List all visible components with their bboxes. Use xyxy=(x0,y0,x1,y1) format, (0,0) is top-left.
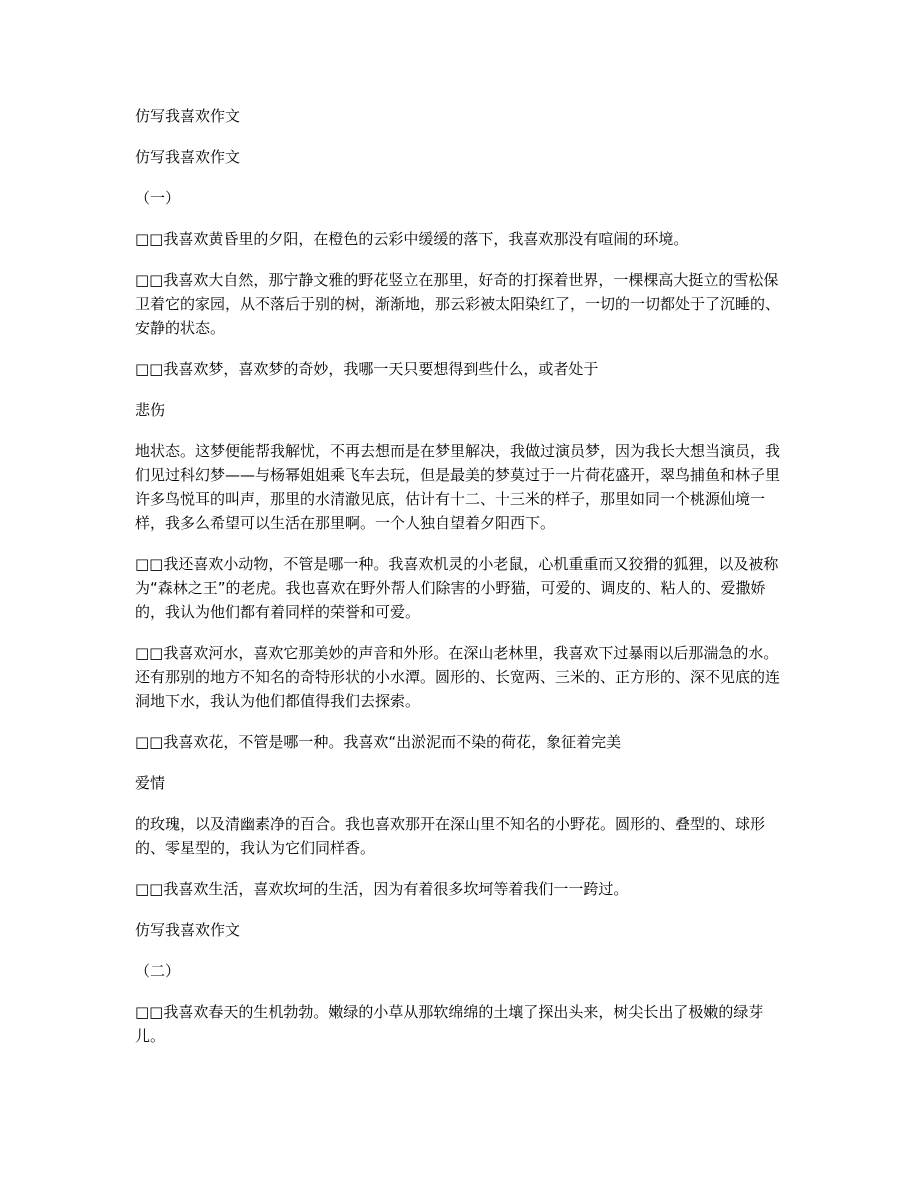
paragraph-dream-start: □□我喜欢梦，喜欢梦的奇妙，我哪一天只要想得到些什么，或者处于 xyxy=(135,360,599,378)
document-title: 仿写我喜欢作文 xyxy=(135,107,241,125)
paragraph-flowers-continued: 的玫瑰，以及清幽素净的百合。我也喜欢那开在深山里不知名的小野花。圆形的、叠型的、球形的、零星型的，我认为它们同样香。 xyxy=(135,815,766,857)
paragraph-life: □□我喜欢生活，喜欢坎坷的生活，因为有着很多坎坷等着我们一一跨过。 xyxy=(135,880,629,898)
section-number: （一） xyxy=(135,189,181,207)
paragraph-fragment-love: 爱情 xyxy=(135,774,166,792)
essay-title-repeat: 仿写我喜欢作文 xyxy=(135,921,241,939)
essay-title: 仿写我喜欢作文 xyxy=(135,148,241,166)
paragraph-spring: □□我喜欢春天的生机勃勃。嫩绿的小草从那软绵绵的土壤了探出头来，树尖长出了极嫩的绿芽儿。 xyxy=(135,1003,764,1045)
section-number-two: （二） xyxy=(135,962,181,980)
paragraph-nature: □□我喜欢大自然，那宁静文雅的野花竖立在那里，好奇的打探着世界，一棵棵高大挺立的雪松保卫着它的家园，从不落后于别的树，渐渐地，那云彩被太阳染红了，一切的一切都处于了沉睡的、安静的状态。 xyxy=(135,271,781,337)
paragraph-fragment-sad: 悲伤 xyxy=(135,401,166,419)
paragraph-animals: □□我还喜欢小动物，不管是哪一种。我喜欢机灵的小老鼠，心机重重而又狡猾的狐狸，以及被称为“森林之王”的老虎。我也喜欢在野外帮人们除害的小野猫，可爱的、调皮的、粘人的、爱撒娇的，我认为他们都有着同样的荣誉和可爱。 xyxy=(135,555,779,621)
paragraph-sunset: □□我喜欢黄昏里的夕阳，在橙色的云彩中缓缓的落下，我喜欢那没有喧闹的环境。 xyxy=(135,230,689,248)
paragraph-flowers-start: □□我喜欢花，不管是哪一种。我喜欢“出淤泥而不染的荷花，象征着完美 xyxy=(135,733,622,751)
paragraph-river: □□我喜欢河水，喜欢它那美妙的声音和外形。在深山老林里，我喜欢下过暴雨以后那湍急的水。还有那别的地方不知名的奇特形状的小水潭。圆形的、长宽两、三米的、正方形的、深不见底的连洞地下水，我认为他们都值得我们去探索。 xyxy=(135,644,781,710)
document-page xyxy=(135,104,790,1065)
paragraph-dream-continued: 地状态。这梦便能帮我解忧，不再去想而是在梦里解决，我做过演员梦，因为我长大想当演员，我们见过科幻梦——与杨幂姐姐乘飞车去玩，但是最美的梦莫过于一片荷花盛开，翠鸟捕鱼和林子里许多鸟悦耳的叫声，那里的水清澈见底，估计有十二、十三米的样子，那里如同一个桃源仙境一样，我多么希望可以生活在那里啊。一个人独自望着夕阳西下。 xyxy=(135,442,781,532)
